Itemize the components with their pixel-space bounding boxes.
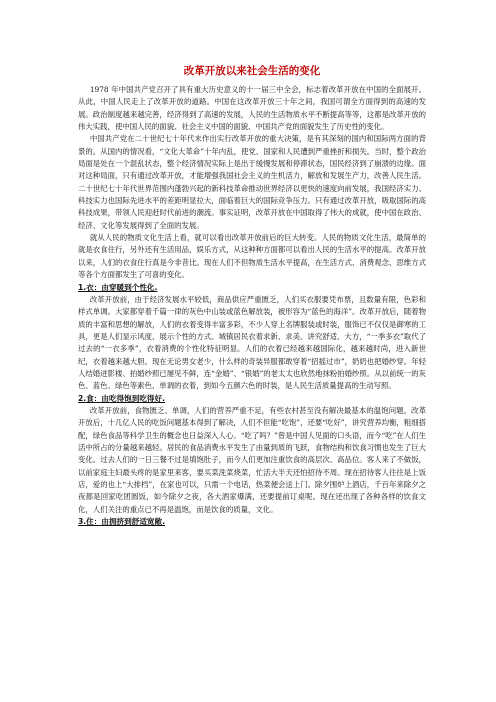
document-content	[78, 64, 426, 528]
document-title: 改革开放以来社会生活的变化	[183, 65, 321, 77]
section-heading-food: 2.食：由吃得饱到吃得好.	[78, 393, 165, 403]
paragraph-life-overview: 就从人民的物质文化生活上看，就可以看出改革开放前后的巨大转变。人民的物质文化生活，最简单的就是衣食住行，另外还有生活用品，娱乐方式，从这种种方面都可以看出人民的生活水平的提高。改革开放以来，人们的衣食住行真是今非昔比。现在人们不但物质生活水平提高，在生活方式、消费观念、思维方式等各个方面都发生了可喜的变化。	[78, 233, 426, 280]
section-heading-clothing: 1.衣：由穿暖到个性化.	[78, 282, 158, 292]
paragraph-background: 中国共产党在二十世纪七十年代末作出实行改革开放的重大决策，是有其深刻的国内和国际两方面的背景的。从国内的情况看，“文化大革命”十年内乱，使党、国家和人民遭到严重挫折和损失。当时，整个政治局面是处在一个混乱状态，整个经济情况实际上是出于缓慢发展和停滞状态，国民经济到了崩溃的边缘。面对这种局面，只有通过改革开放，才能增强我国社会主义的生机活力，解放和发展生产力，改善人民生活。二十世纪七十年代世界范围内蓬勃兴起的新科技革命推动世界经济以更快的速度向前发展，我国经济实力、科技实力也国际先进水平的差距明显拉大，面临着巨大的国际竞争压力。只有通过改革开放，吸取国际的高科技成果，带领人民迎赶时代前进的潮流。事实证明，改革开放在中国取得了伟大的成就，使中国在政治、经济、文化等发展得到了全面的发展。	[78, 134, 426, 230]
paragraph-food: 改革开放前，食物匮乏、单调，人们的营养严重不足，有些农村甚至没有解决最基本的温饱问题。改革开放后，十几亿人民的吃饭问题基本得到了解决，人们不但能“吃饱”，还要“吃好”，讲究营养均衡，粗细搭配，绿色食品等科学卫生的概念也日益深入人心。“吃了吗？”曾是中国人见面的口头语，而今“吃”在人们生活中所占的分量越来越轻。居民的食品消费水平发生了由量到质的飞跃，食物结构和饮食习惯也发生了巨大变化。过去人们的一日三餐不过是填饱肚子，而今人们更加注重饮食的高层次、高品位。客人来了不做饭，以前家庭主妇最头疼的是家里来客，要买菜洗菜烧菜，忙活大半天还怕招待不周。现在招待客人往往是上饭店，爱的也上“大排档”，在家也可以，只需一个电话，热菜便会送上门。除夕围炉上酒店，千百年来除夕之夜都是回家吃团圆饭，如今除夕之夜，各大酒家爆满，还要提前订桌呢。现在还出现了各种各样的饮食文化，人们关注的重点已不再是温饱，而是饮食的质量，文化。	[78, 405, 426, 514]
paragraph-intro: 1978 年中国共产党召开了具有重大历史意义的十一届三中全会，标志着改革开放在中国的全面展开。从此，中国人民走上了改革开放的道路。中国在这改革开放三十年之间，我国可谓全方面得到的高速的发展。政治制度越来越完善，经济得到了高速的发展，人民的生活物质水平不断提高等等，这都是改革开放的伟大实践，使中国人民的面貌、社会主义中国的面貌、中国共产党的面貌发生了历史性的变化。	[78, 85, 426, 132]
paragraph-clothing: 改革开放前，由于经济发展水平较低，商品供应严重匮乏，人们买衣服要凭布票，且数量有限，色彩和样式单调。大家都穿着千篇一律的灰色中山装或蓝色解放装，被形容为“蓝色的海洋”。改革开放后，随着物质的丰富和思想的解放，人们的衣着变得丰富多彩，不少人穿上名牌服装或时装，服饰已不仅仅是御寒的工具，更是人们显示风度、展示个性的方式。城镇居民衣着求新、求美、讲究舒适、大方，“一季多衣”取代了过去的“一衣多季”，衣着消费的个性化特征明显。人们的衣着已经越来越国际化，越来越时尚，进入新世纪，衣着越来越大胆。现在无论男女老少，什么样的奇装异服都敢穿着“招摇过市”，奶奶也把婚纱穿。年轻人结婚迸影楼、拍婚纱照已屡见不鲜，连“金婚”、“银婚”的老太太也欣然地抹粉拍婚纱照。从以前统一的灰色、蓝色、绿色等素色、单调的衣着，到如今五颜六色的时装，是人民生活质量提高的生动写照。	[78, 294, 426, 391]
section-heading-housing: 3.住：由拥挤到舒适宽敞.	[78, 517, 165, 527]
